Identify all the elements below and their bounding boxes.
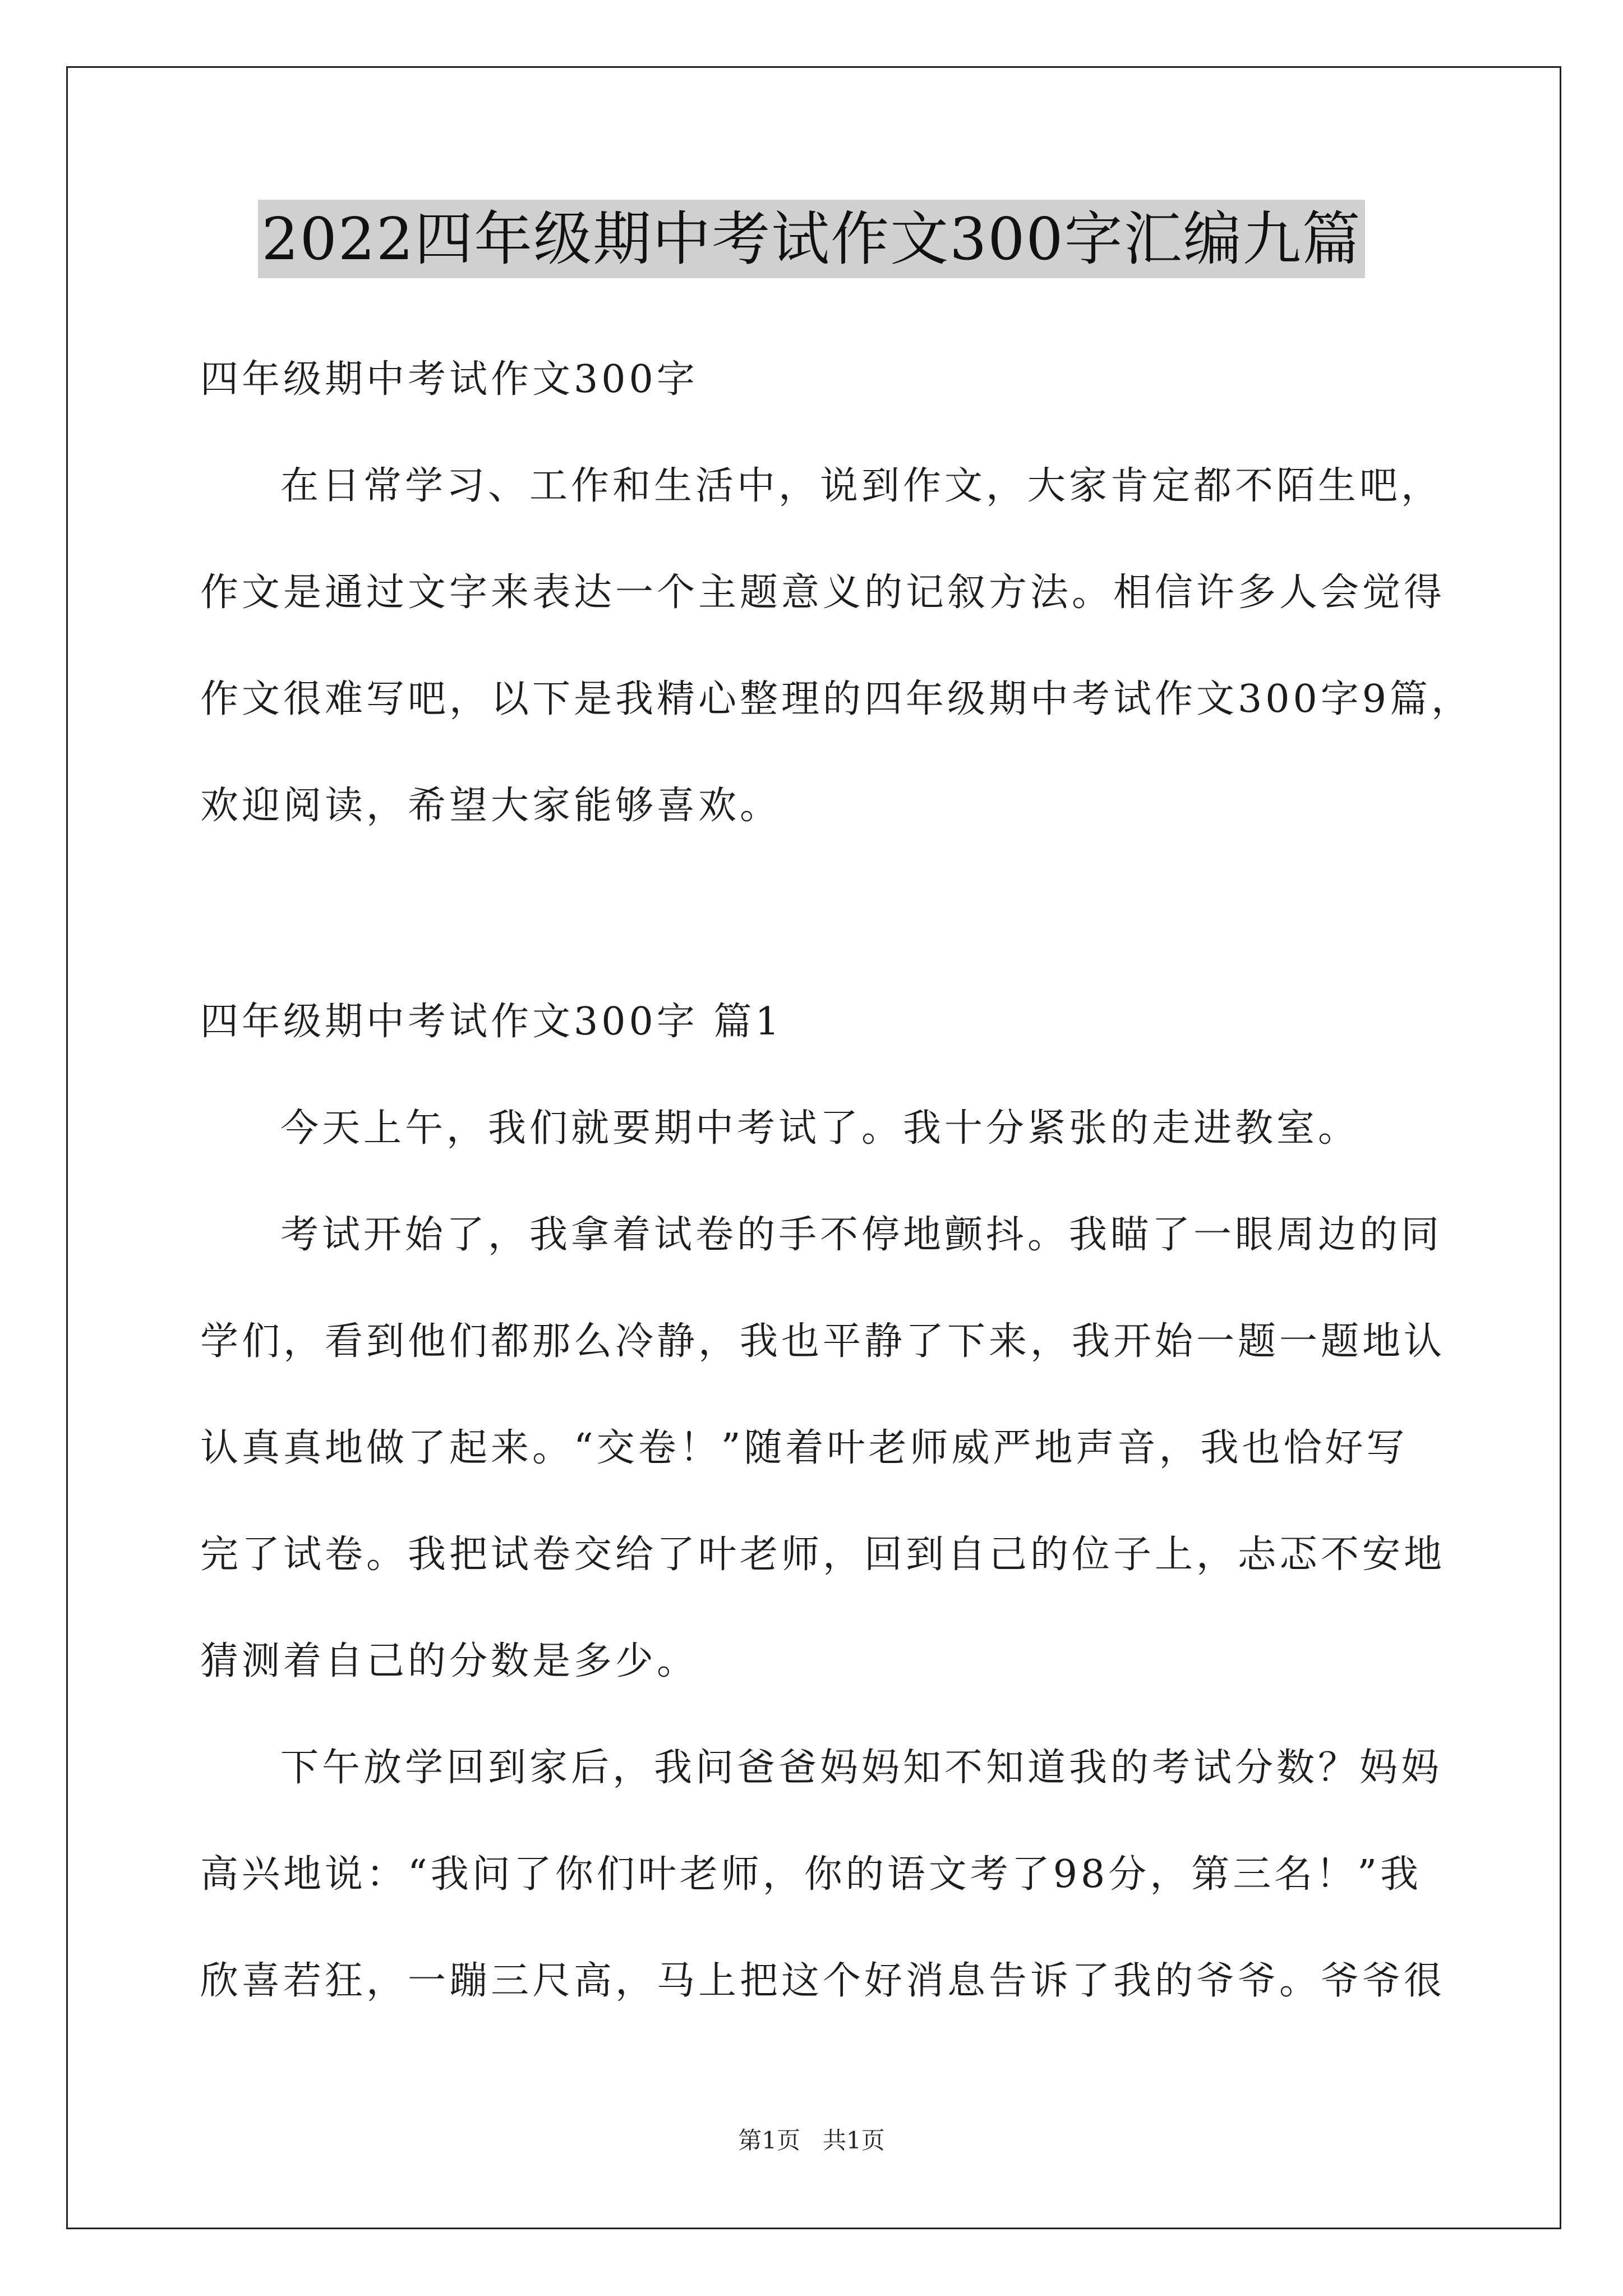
body-line: 考试开始了，我拿着试卷的手不停地颤抖。我瞄了一眼周边的同 bbox=[280, 1213, 1443, 1257]
body-line: 下午放学回到家后，我问爸爸妈妈知不知道我的考试分数？妈妈 bbox=[280, 1746, 1443, 1790]
body-line: 认真真地做了起来。“交卷！”随着叶老师威严地声音，我也恰好写 bbox=[200, 1426, 1408, 1470]
intro-line: 在日常学习、工作和生活中，说到作文，大家肯定都不陌生吧， bbox=[280, 464, 1443, 508]
body-line: 今天上午，我们就要期中考试了。我十分紧张的走进教室。 bbox=[280, 1106, 1360, 1151]
intro-line: 作文很难写吧，以下是我精心整理的四年级期中考试作文300字9篇， bbox=[200, 677, 1473, 721]
intro-line: 欢迎阅读，希望大家能够喜欢。 bbox=[200, 784, 782, 828]
page-footer: 第1页 共1页 bbox=[738, 2127, 885, 2154]
intro-line: 作文是通过文字来表达一个主题意义的记叙方法。相信许多人会觉得 bbox=[200, 570, 1446, 615]
body-line: 欣喜若狂，一蹦三尺高，马上把这个好消息告诉了我的爷爷。爷爷很 bbox=[200, 1959, 1446, 2003]
body-line: 猜测着自己的分数是多少。 bbox=[200, 1639, 699, 1683]
document-title: 2022四年级期中考试作文300字汇编九篇 bbox=[258, 200, 1364, 278]
body-line: 学们，看到他们都那么冷静，我也平静了下来，我开始一题一题地认 bbox=[200, 1319, 1446, 1364]
body-line: 高兴地说：“我问了你们叶老师，你的语文考了98分，第三名！”我 bbox=[200, 1852, 1422, 1897]
body-line: 完了试卷。我把试卷交给了叶老师，回到自己的位子上，忐忑不安地 bbox=[200, 1533, 1446, 1577]
section-heading: 四年级期中考试作文300字 篇1 bbox=[200, 1000, 783, 1044]
title-container bbox=[0, 200, 1623, 278]
intro-heading: 四年级期中考试作文300字 bbox=[200, 357, 698, 402]
